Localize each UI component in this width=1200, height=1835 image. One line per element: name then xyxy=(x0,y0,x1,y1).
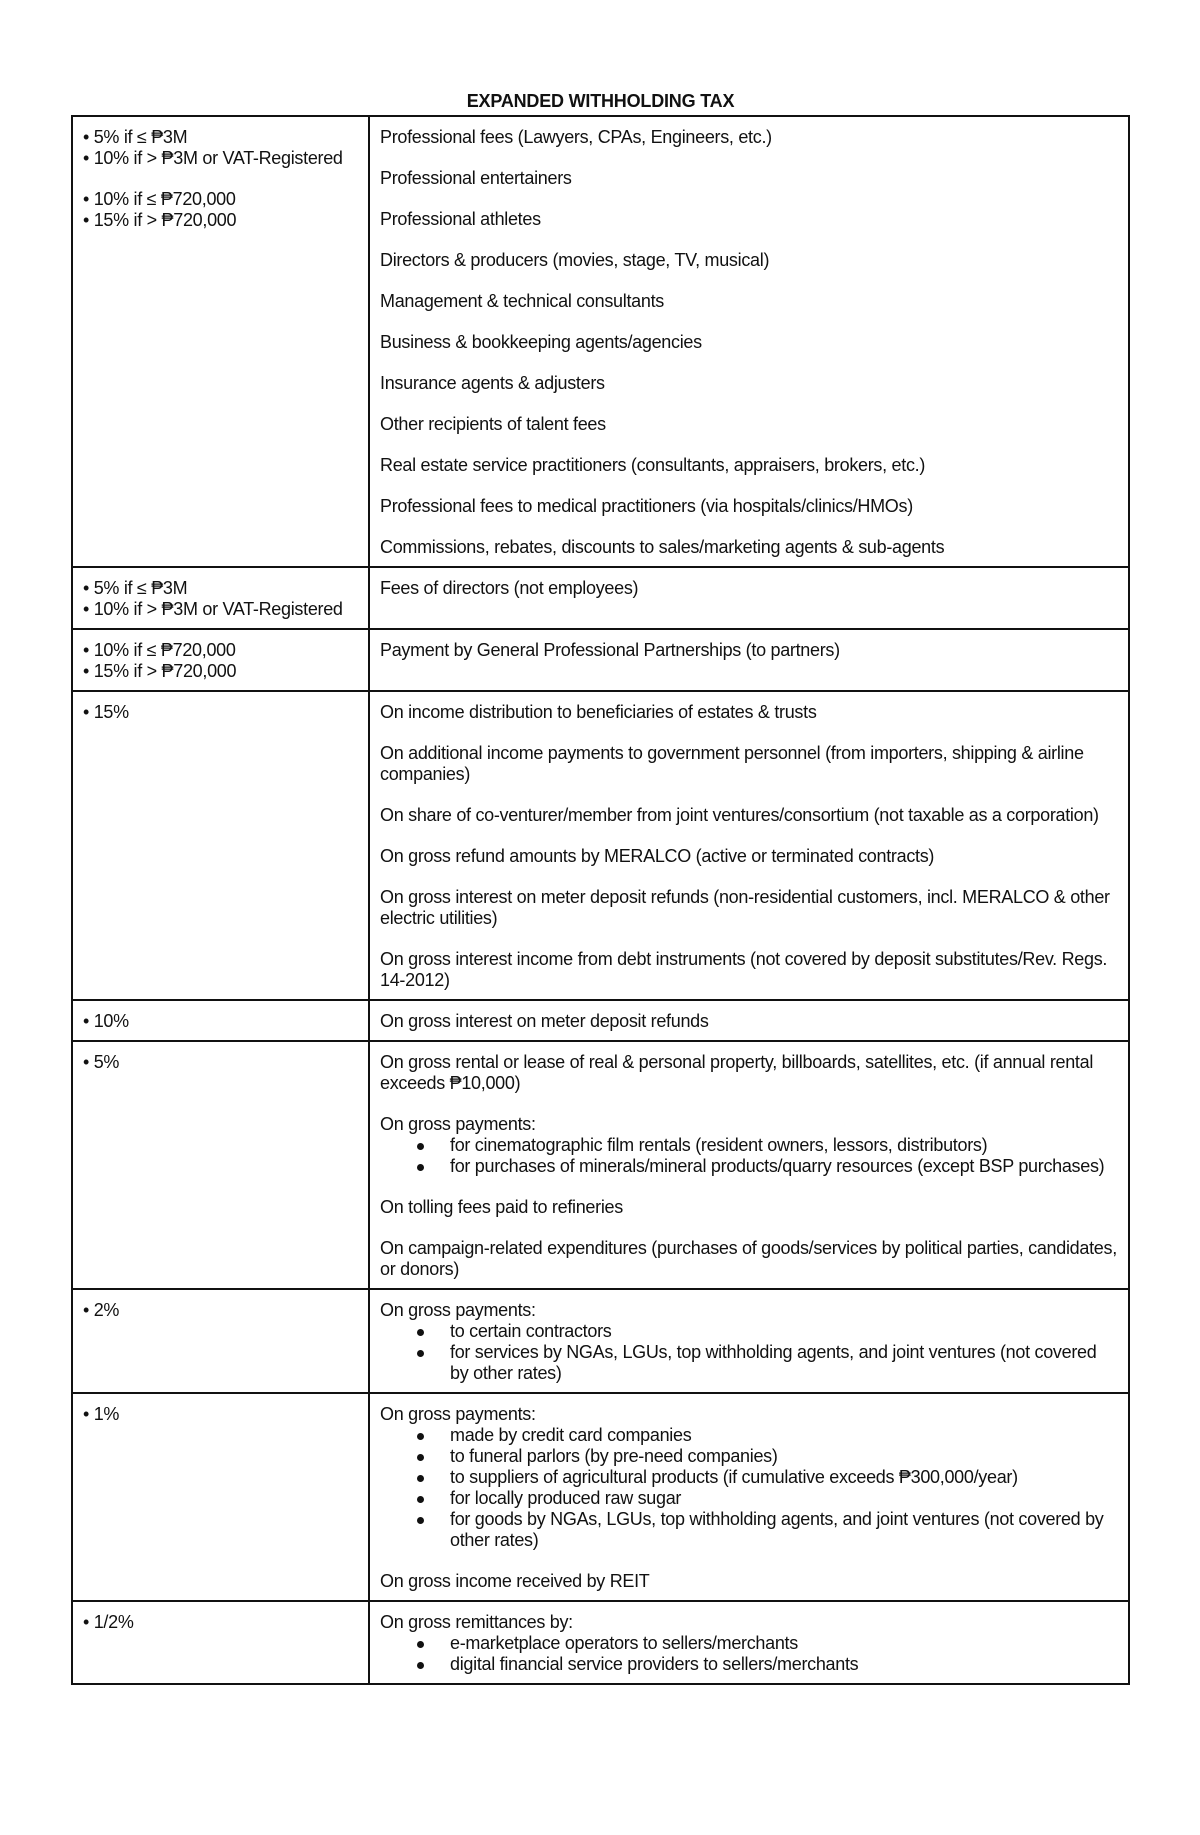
sub-item: to certain contractors xyxy=(450,1321,1118,1342)
income-item: On gross interest on meter deposit refunds (non-residential customers, incl. MERALCO & other electric utilities) xyxy=(380,887,1110,928)
income-item: Insurance agents & adjusters xyxy=(380,373,605,393)
table-row xyxy=(72,1601,1129,1684)
income-item-with-list xyxy=(380,1612,1118,1675)
rate-text: • 15% if > ₱720,000 xyxy=(83,210,237,230)
sub-item: for goods by NGAs, LGUs, top withholding agents, and joint ventures (not covered by other rates) xyxy=(450,1509,1118,1551)
rate-text: • 10% if ≤ ₱720,000 xyxy=(83,189,236,209)
rate-text: • 15% if > ₱720,000 xyxy=(83,661,237,681)
income-item: On gross rental or lease of real & personal property, billboards, satellites, etc. (if annual rental exceeds ₱10,000) xyxy=(380,1052,1094,1093)
sub-item: to suppliers of agricultural products (if cumulative exceeds ₱300,000/year) xyxy=(450,1467,1118,1488)
rate-text: • 10% if ≤ ₱720,000 xyxy=(83,640,236,660)
rate-text: • 2% xyxy=(83,1300,120,1320)
income-item: Business & bookkeeping agents/agencies xyxy=(380,332,702,352)
rate-text: • 10% if > ₱3M or VAT-Registered xyxy=(83,148,343,168)
income-item-with-list xyxy=(380,1300,1118,1384)
sub-item: for services by NGAs, LGUs, top withholding agents, and joint ventures (not covered by other rates) xyxy=(450,1342,1118,1384)
sub-item: to funeral parlors (by pre-need companies) xyxy=(450,1446,1118,1467)
income-item-with-list xyxy=(380,1404,1118,1551)
rate-text: • 5% xyxy=(83,1052,120,1072)
income-item: On gross income received by REIT xyxy=(380,1571,650,1591)
table-row xyxy=(72,116,1129,567)
description-cell xyxy=(369,116,1129,567)
income-item: Professional fees (Lawyers, CPAs, Engineers, etc.) xyxy=(380,127,772,147)
description-cell xyxy=(369,1289,1129,1393)
rate-cell xyxy=(72,629,369,691)
income-item: Professional athletes xyxy=(380,209,541,229)
income-item: Fees of directors (not employees) xyxy=(380,578,639,598)
table-row xyxy=(72,691,1129,1000)
description-cell xyxy=(369,1041,1129,1289)
sub-item: e-marketplace operators to sellers/merchants xyxy=(450,1633,1118,1654)
description-cell xyxy=(369,629,1129,691)
income-item: On campaign-related expenditures (purchases of goods/services by political parties, candidates, or donors) xyxy=(380,1238,1117,1279)
rate-text: • 10% if > ₱3M or VAT-Registered xyxy=(83,599,343,619)
rate-text: • 5% if ≤ ₱3M xyxy=(83,578,188,598)
sub-item: for cinematographic film rentals (resident owners, lessors, distributors) xyxy=(450,1135,1118,1156)
income-item: On gross interest on meter deposit refunds xyxy=(380,1011,709,1031)
income-item-heading: On gross remittances by: xyxy=(380,1612,573,1632)
rate-cell xyxy=(72,116,369,567)
sub-item-list xyxy=(380,1633,1118,1675)
income-item-heading: On gross payments: xyxy=(380,1404,536,1424)
withholding-tax-table xyxy=(71,115,1130,1685)
income-item: On income distribution to beneficiaries of estates & trusts xyxy=(380,702,817,722)
sub-item-list xyxy=(380,1135,1118,1177)
rate-text: • 15% xyxy=(83,702,129,722)
rate-text: • 1% xyxy=(83,1404,120,1424)
table-row xyxy=(72,1041,1129,1289)
income-item: Other recipients of talent fees xyxy=(380,414,606,434)
income-item: Management & technical consultants xyxy=(380,291,664,311)
income-item-heading: On gross payments: xyxy=(380,1114,536,1134)
rate-cell xyxy=(72,691,369,1000)
description-cell xyxy=(369,691,1129,1000)
income-item: Payment by General Professional Partnerships (to partners) xyxy=(380,640,840,660)
page-title: EXPANDED WITHHOLDING TAX xyxy=(466,91,735,111)
income-item: Professional fees to medical practitioners (via hospitals/clinics/HMOs) xyxy=(380,496,913,516)
table-row xyxy=(72,567,1129,629)
description-cell xyxy=(369,567,1129,629)
income-item-with-list xyxy=(380,1114,1118,1177)
sub-item: digital financial service providers to sellers/merchants xyxy=(450,1654,1118,1675)
table-row xyxy=(72,629,1129,691)
table-row xyxy=(72,1289,1129,1393)
income-item: Professional entertainers xyxy=(380,168,572,188)
rate-cell xyxy=(72,1601,369,1684)
description-cell xyxy=(369,1000,1129,1041)
sub-item: for locally produced raw sugar xyxy=(450,1488,1118,1509)
income-item: On gross refund amounts by MERALCO (active or terminated contracts) xyxy=(380,846,935,866)
sub-item: made by credit card companies xyxy=(450,1425,1118,1446)
description-cell xyxy=(369,1393,1129,1601)
income-item: On share of co-venturer/member from joint ventures/consortium (not taxable as a corporation) xyxy=(380,805,1099,825)
rate-cell xyxy=(72,567,369,629)
rate-text: • 1/2% xyxy=(83,1612,134,1632)
income-item: On additional income payments to government personnel (from importers, shipping & airline companies) xyxy=(380,743,1084,784)
rate-text: • 5% if ≤ ₱3M xyxy=(83,127,188,147)
income-item: On tolling fees paid to refineries xyxy=(380,1197,623,1217)
table-row xyxy=(72,1000,1129,1041)
income-item: Commissions, rebates, discounts to sales/marketing agents & sub-agents xyxy=(380,537,945,557)
rate-cell xyxy=(72,1041,369,1289)
rate-cell xyxy=(72,1289,369,1393)
sub-item: for purchases of minerals/mineral products/quarry resources (except BSP purchases) xyxy=(450,1156,1118,1177)
description-cell xyxy=(369,1601,1129,1684)
income-item-heading: On gross payments: xyxy=(380,1300,536,1320)
sub-item-list xyxy=(380,1321,1118,1384)
rate-cell xyxy=(72,1000,369,1041)
sub-item-list xyxy=(380,1425,1118,1551)
income-item: Real estate service practitioners (consultants, appraisers, brokers, etc.) xyxy=(380,455,926,475)
table-row xyxy=(72,1393,1129,1601)
rate-cell xyxy=(72,1393,369,1601)
income-item: Directors & producers (movies, stage, TV, musical) xyxy=(380,250,770,270)
income-item: On gross interest income from debt instruments (not covered by deposit substitutes/Rev. Regs. 14-2012) xyxy=(380,949,1108,990)
rate-text: • 10% xyxy=(83,1011,129,1031)
